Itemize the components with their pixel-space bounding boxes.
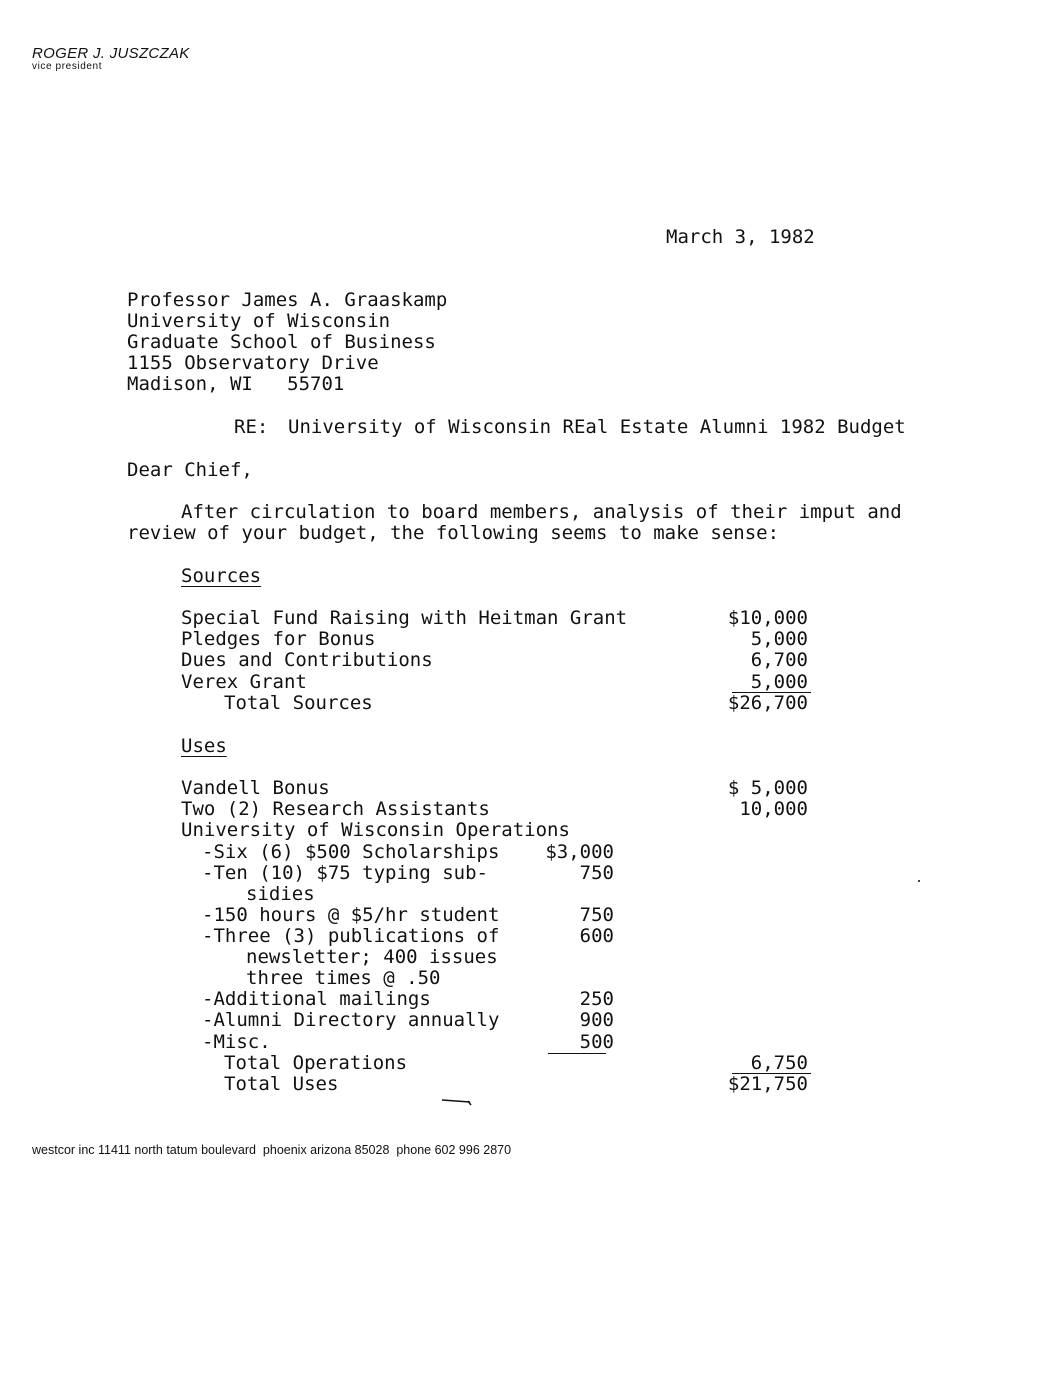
address-line-3: Graduate School of Business	[127, 331, 436, 353]
operation-label: -Alumni Directory annually	[202, 1009, 500, 1031]
pen-mark	[440, 1096, 474, 1108]
operation-label: -Additional mailings	[202, 988, 431, 1010]
operation-amount: $3,000	[545, 841, 614, 863]
operation-amount: 250	[579, 988, 614, 1010]
sources-total-label: Total Sources	[224, 692, 373, 714]
address-line-4: 1155 Observatory Drive	[127, 352, 379, 374]
source-label: Special Fund Raising with Heitman Grant	[181, 607, 628, 629]
address-line-1: Professor James A. Graaskamp	[127, 289, 448, 311]
address-line-2: University of Wisconsin	[127, 310, 391, 332]
re-subject: University of Wisconsin REal Estate Alumni 1982 Budget	[288, 416, 906, 438]
total-uses-label: Total Uses	[224, 1073, 339, 1095]
letter-date: March 3, 1982	[666, 226, 815, 248]
uses-heading: Uses	[181, 735, 227, 757]
letterhead-name: ROGER J. JUSZCZAK	[32, 45, 190, 62]
total-operations-label: Total Operations	[224, 1052, 408, 1074]
use-label: University of Wisconsin Operations	[181, 819, 570, 841]
operation-amount: 750	[579, 862, 614, 884]
footer-address: westcor inc 11411 north tatum boulevard phoenix arizona 85028 phone 602 996 2870	[32, 1143, 512, 1157]
operation-label: -150 hours @ $5/hr student	[202, 904, 500, 926]
stray-dot	[918, 880, 920, 882]
salutation: Dear Chief,	[127, 459, 253, 481]
operation-label: -Misc.	[202, 1031, 271, 1053]
operation-label: -Six (6) $500 Scholarships	[202, 841, 500, 863]
operations-subtotal-rule	[548, 1053, 606, 1054]
address-line-5: Madison, WI 55701	[127, 373, 345, 395]
body-line-2: review of your budget, the following seems to make sense:	[127, 522, 780, 544]
operation-amount: 500	[579, 1031, 614, 1053]
source-amount: 6,700	[750, 649, 808, 671]
use-amount: $ 5,000	[727, 777, 808, 799]
total-uses-amount: $21,750	[727, 1073, 808, 1095]
source-amount: 5,000	[750, 628, 808, 650]
use-label: Vandell Bonus	[181, 777, 330, 799]
re-label: RE:	[234, 416, 269, 438]
total-operations-amount: 6,750	[750, 1052, 808, 1074]
sources-heading: Sources	[181, 565, 262, 587]
operation-label-continued: newsletter; 400 issues	[246, 946, 498, 968]
use-amount: 10,000	[739, 798, 808, 820]
use-label: Two (2) Research Assistants	[181, 798, 490, 820]
operation-label-continued: sidies	[246, 883, 315, 905]
body-line-1: After circulation to board members, analysis of their imput and	[181, 501, 902, 523]
operation-label: -Three (3) publications of	[202, 925, 500, 947]
source-label: Pledges for Bonus	[181, 628, 376, 650]
letterhead-title: vice president	[32, 61, 103, 72]
operation-label-continued: three times @ .50	[246, 967, 441, 989]
source-label: Dues and Contributions	[181, 649, 433, 671]
operation-label: -Ten (10) $75 typing sub-	[202, 862, 488, 884]
source-amount: 5,000	[750, 671, 808, 693]
sources-total-amount: $26,700	[727, 692, 808, 714]
source-label: Verex Grant	[181, 671, 307, 693]
source-amount: $10,000	[727, 607, 808, 629]
operation-amount: 900	[579, 1009, 614, 1031]
operation-amount: 600	[579, 925, 614, 947]
operation-amount: 750	[579, 904, 614, 926]
